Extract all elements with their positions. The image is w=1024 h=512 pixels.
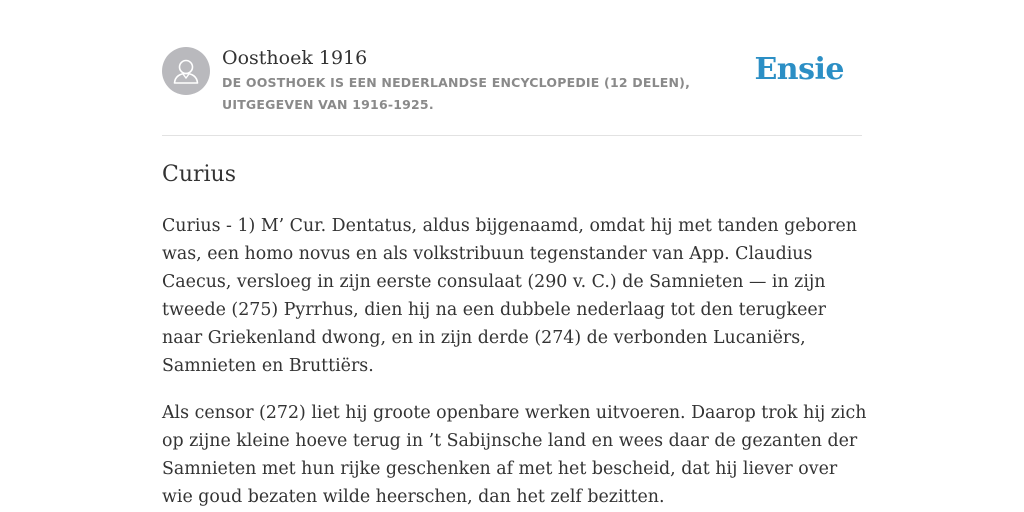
user-icon: [162, 47, 210, 95]
article-paragraph-1: Curius - 1) M’ Cur. Dentatus, aldus bijgenaamd, omdat hij met tanden geboren was, een homo novus en als volkstribuun tegenstander van App. Claudius Caecus, versloeg in zijn eerste consulaat (290 v. C.) de Samnieten — in zijn tweede (275) Pyrrhus, dien hij na een dubbele nederlaag tot den terugkeer naar Griekenland dwong, en in zijn derde (274) de verbonden Lucaniërs, Samnieten en Bruttiërs.: [162, 216, 857, 376]
header-divider: [162, 135, 862, 136]
source-title[interactable]: Oosthoek 1916: [222, 47, 368, 69]
avatar[interactable]: [162, 47, 210, 95]
source-header: [162, 46, 862, 116]
article-title: Curius: [162, 162, 237, 187]
source-description: DE OOSTHOEK IS EEN NEDERLANDSE ENCYCLOPEDIE (12 DELEN), UITGEGEVEN VAN 1916-1925.: [222, 75, 691, 112]
brand-logo[interactable]: Ensie: [754, 52, 844, 87]
article-paragraph-2: Als censor (272) liet hij groote openbare werken uitvoeren. Daarop trok hij zich op zijne kleine hoeve terug in ’t Sabijnsche land en wees daar de gezanten der Samnieten met hun rijke geschenken af met het bescheid, dat hij liever over wie goud bezaten wilde heerschen, dan het zelf bezitten.: [162, 403, 867, 507]
article-body: [162, 212, 867, 512]
